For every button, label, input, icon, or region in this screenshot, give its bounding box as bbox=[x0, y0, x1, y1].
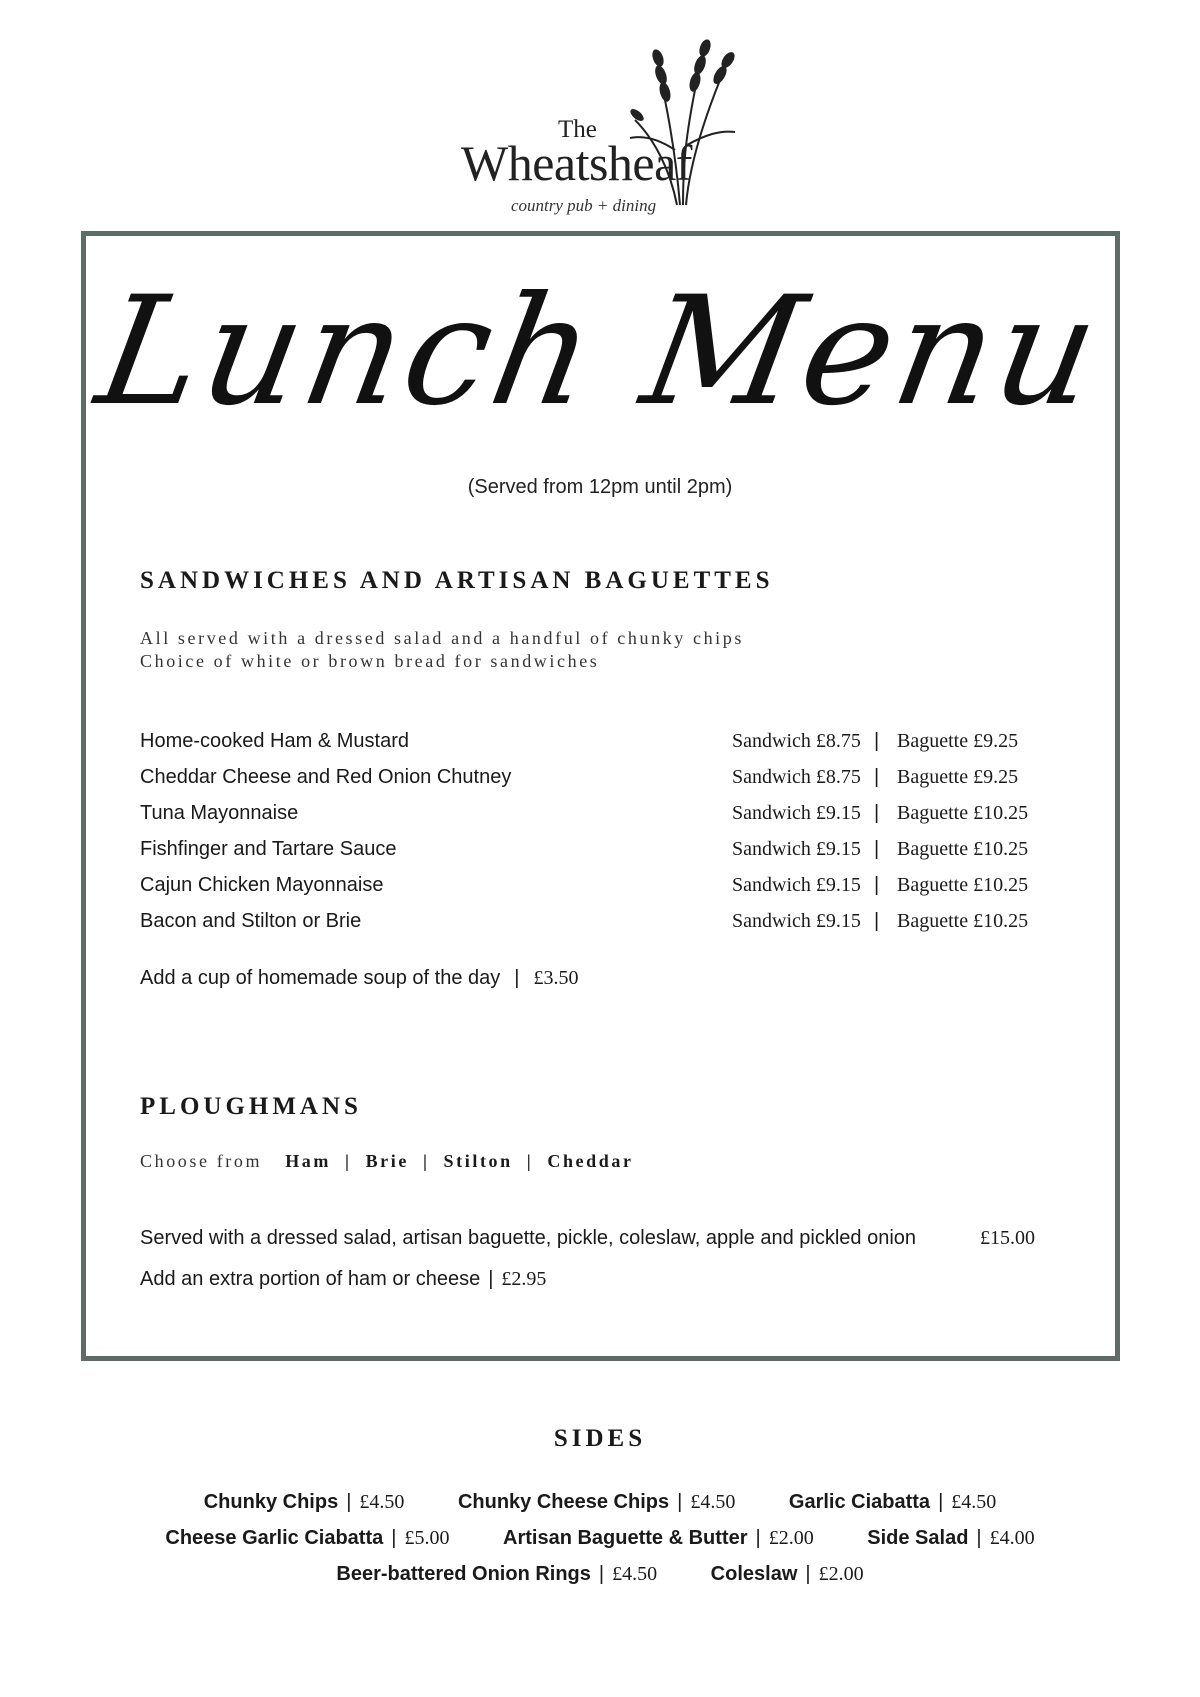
side-item bbox=[458, 1491, 735, 1514]
side-price: £4.50 bbox=[359, 1491, 405, 1513]
choice-separator: | bbox=[345, 1151, 352, 1171]
baguette-price: Baguette £10.25 bbox=[897, 874, 1029, 896]
logo-name: Wheatsheaf bbox=[461, 135, 692, 191]
side-price: £4.50 bbox=[612, 1563, 658, 1585]
menu-item bbox=[140, 730, 1040, 760]
choice-option: Cheddar bbox=[547, 1151, 634, 1171]
baguette-price: Baguette £10.25 bbox=[897, 838, 1029, 860]
page-title: Lunch Menu bbox=[86, 265, 1114, 439]
side-price: £2.00 bbox=[818, 1563, 864, 1585]
ploughmans-price: £15.00 bbox=[980, 1227, 1035, 1249]
menu-item bbox=[140, 874, 1040, 904]
sandwiches-note-line: All served with a dressed salad and a handful of chunky chips bbox=[140, 628, 744, 648]
sandwich-price: Sandwich £8.75 bbox=[732, 730, 861, 752]
sides-row bbox=[0, 1527, 1200, 1550]
side-price: £4.00 bbox=[989, 1527, 1035, 1549]
baguette-price: Baguette £10.25 bbox=[897, 802, 1029, 824]
baguette-price: Baguette £9.25 bbox=[897, 730, 1019, 752]
soup-price: £3.50 bbox=[533, 967, 579, 989]
price-separator: | bbox=[514, 967, 520, 989]
sandwich-price: Sandwich £9.15 bbox=[732, 910, 861, 932]
logo-tagline: country pub + dining bbox=[511, 196, 657, 215]
price-separator: | bbox=[874, 838, 880, 860]
menu-item bbox=[140, 838, 1040, 868]
side-name: Coleslaw bbox=[710, 1563, 798, 1585]
side-item bbox=[204, 1491, 405, 1514]
sandwiches-heading: SANDWICHES AND ARTISAN BAGUETTES bbox=[140, 567, 774, 594]
item-name: Fishfinger and Tartare Sauce bbox=[140, 838, 397, 860]
sides-row bbox=[0, 1563, 1200, 1586]
served-hours: (Served from 12pm until 2pm) bbox=[467, 476, 733, 498]
choose-label: Choose from bbox=[140, 1151, 263, 1171]
sandwich-price: Sandwich £9.15 bbox=[732, 802, 861, 824]
side-name: Garlic Ciabatta bbox=[788, 1491, 931, 1513]
logo-the: The bbox=[558, 116, 597, 143]
price-separator: | bbox=[677, 1491, 683, 1513]
item-name: Cajun Chicken Mayonnaise bbox=[140, 874, 384, 896]
ploughmans-heading: PLOUGHMANS bbox=[140, 1093, 362, 1120]
side-item bbox=[867, 1527, 1034, 1550]
logo bbox=[455, 30, 755, 215]
price-separator: | bbox=[488, 1268, 494, 1290]
item-name: Cheddar Cheese and Red Onion Chutney bbox=[140, 766, 512, 788]
item-name: Home-cooked Ham & Mustard bbox=[140, 730, 409, 752]
choice-option: Stilton bbox=[443, 1151, 513, 1171]
choice-separator: | bbox=[526, 1151, 534, 1171]
price-separator: | bbox=[976, 1527, 982, 1549]
price-separator: | bbox=[874, 874, 880, 896]
side-item bbox=[336, 1563, 657, 1586]
price-separator: | bbox=[874, 802, 880, 824]
side-price: £4.50 bbox=[690, 1491, 736, 1513]
price-separator: | bbox=[755, 1527, 761, 1549]
sandwich-price: Sandwich £8.75 bbox=[732, 766, 861, 788]
price-separator: | bbox=[805, 1563, 811, 1585]
side-name: Chunky Cheese Chips bbox=[457, 1491, 670, 1513]
side-name: Cheese Garlic Ciabatta bbox=[165, 1527, 384, 1549]
soup-text: Add a cup of homemade soup of the day bbox=[140, 967, 501, 989]
price-separator: | bbox=[874, 730, 880, 752]
side-item bbox=[165, 1527, 449, 1550]
side-name: Artisan Baguette & Butter bbox=[503, 1527, 748, 1549]
price-separator: | bbox=[874, 766, 880, 788]
side-name: Side Salad bbox=[867, 1527, 969, 1549]
sides-heading: SIDES bbox=[553, 1425, 647, 1452]
menu-item bbox=[140, 766, 1040, 796]
baguette-price: Baguette £9.25 bbox=[897, 766, 1019, 788]
sandwiches-note-line: Choice of white or brown bread for sandwiches bbox=[140, 651, 600, 671]
choice-option: Brie bbox=[365, 1151, 409, 1171]
price-separator: | bbox=[874, 910, 880, 932]
ploughmans-choices bbox=[140, 1151, 634, 1172]
side-name: Chunky Chips bbox=[203, 1491, 339, 1513]
side-item bbox=[789, 1491, 996, 1514]
price-separator: | bbox=[598, 1563, 605, 1585]
soup-addon bbox=[140, 967, 578, 990]
item-name: Tuna Mayonnaise bbox=[140, 802, 299, 824]
menu-item bbox=[140, 910, 1040, 940]
extra-price: £2.95 bbox=[501, 1268, 547, 1290]
choice-option: Ham bbox=[285, 1151, 331, 1171]
side-price: £2.00 bbox=[768, 1527, 814, 1549]
side-price: £5.00 bbox=[404, 1527, 450, 1549]
menu-item bbox=[140, 802, 1040, 832]
extra-text: Add an extra portion of ham or cheese bbox=[140, 1268, 481, 1290]
baguette-price: Baguette £10.25 bbox=[897, 910, 1029, 932]
side-item bbox=[711, 1563, 864, 1586]
price-separator: | bbox=[391, 1527, 397, 1549]
side-item bbox=[503, 1527, 814, 1550]
sandwich-price: Sandwich £9.15 bbox=[732, 838, 861, 860]
price-separator: | bbox=[346, 1491, 352, 1513]
choice-separator: | bbox=[422, 1151, 430, 1171]
item-name: Bacon and Stilton or Brie bbox=[140, 910, 362, 932]
sandwich-price: Sandwich £9.15 bbox=[732, 874, 861, 896]
ploughmans-description: Served with a dressed salad, artisan baguette, pickle, coleslaw, apple and pickled onion bbox=[140, 1227, 917, 1249]
side-price: £4.50 bbox=[951, 1491, 997, 1513]
sides-row bbox=[0, 1491, 1200, 1514]
price-separator: | bbox=[938, 1491, 944, 1513]
sandwiches-note bbox=[140, 627, 744, 673]
side-name: Beer-battered Onion Rings bbox=[336, 1563, 591, 1585]
ploughmans-extra bbox=[140, 1268, 546, 1291]
